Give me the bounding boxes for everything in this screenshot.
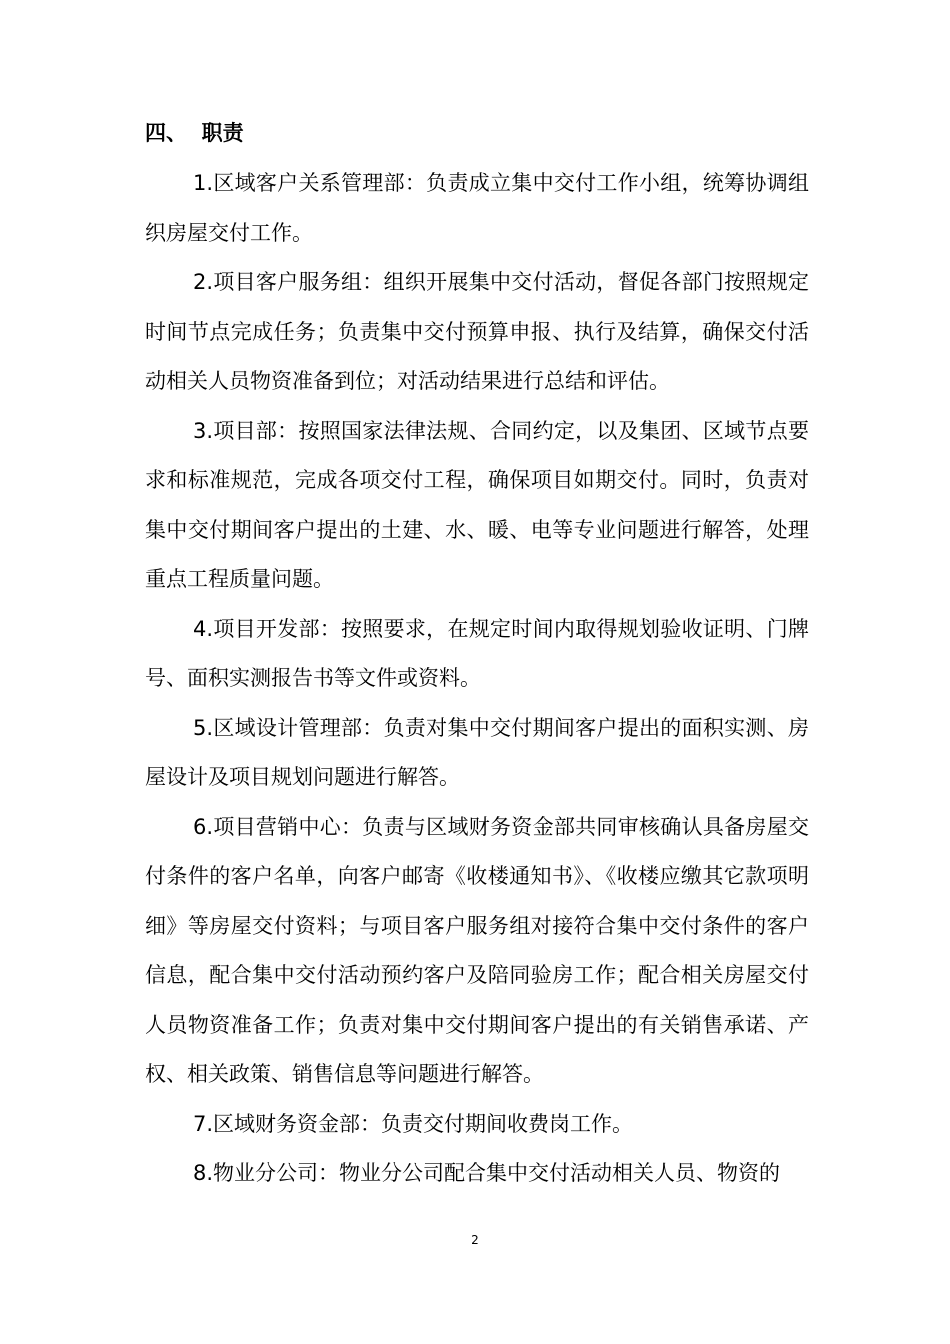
document-body xyxy=(145,159,809,1199)
paragraph-4: 4.项目开发部：按照要求，在规定时间内取得规划验收证明、门牌号、面积实测报告书等文件或资料。 xyxy=(145,616,809,690)
paragraph-8: 8.物业分公司：物业分公司配合集中交付活动相关人员、物资的 xyxy=(193,1161,781,1185)
paragraph-2: 2.项目客户服务组：组织开展集中交付活动，督促各部门按照规定时间节点完成任务；负责集中交付预算申报、执行及结算，确保交付活动相关人员物资准备到位；对活动结果进行总结和评估。 xyxy=(145,270,809,393)
paragraph-5: 5.区域设计管理部：负责对集中交付期间客户提出的面积实测、房屋设计及项目规划问题进行解答。 xyxy=(145,715,809,789)
section-heading: 四、 职责 xyxy=(145,121,244,145)
paragraph-1: 1.区域客户关系管理部：负责成立集中交付工作小组，统筹协调组织房屋交付工作。 xyxy=(145,171,809,245)
paragraph-7: 7.区域财务资金部：负责交付期间收费岗工作。 xyxy=(193,1111,634,1136)
paragraph-3: 3.项目部：按照国家法律法规、合同约定，以及集团、区域节点要求和标准规范，完成各项交付工程，确保项目如期交付。同时，负责对集中交付期间客户提出的土建、水、暖、电等专业问题进行解答，处理重点工程质量问题。 xyxy=(145,418,809,591)
paragraph-6: 6.项目营销中心：负责与区域财务资金部共同审核确认具备房屋交付条件的客户名单，向客户邮寄《收楼通知书》、《收楼应缴其它款项明细》等房屋交付资料；与项目客户服务组对接符合集中交付条件的客户信息，配合集中交付活动预约客户及陪同验房工作；配合相关房屋交付人员物资准备工作；负责对集中交付期间客户提出的有关销售承诺、产权、相关政策、销售信息等问题进行解答。 xyxy=(145,814,809,1086)
page-number: 2 xyxy=(471,1233,479,1247)
